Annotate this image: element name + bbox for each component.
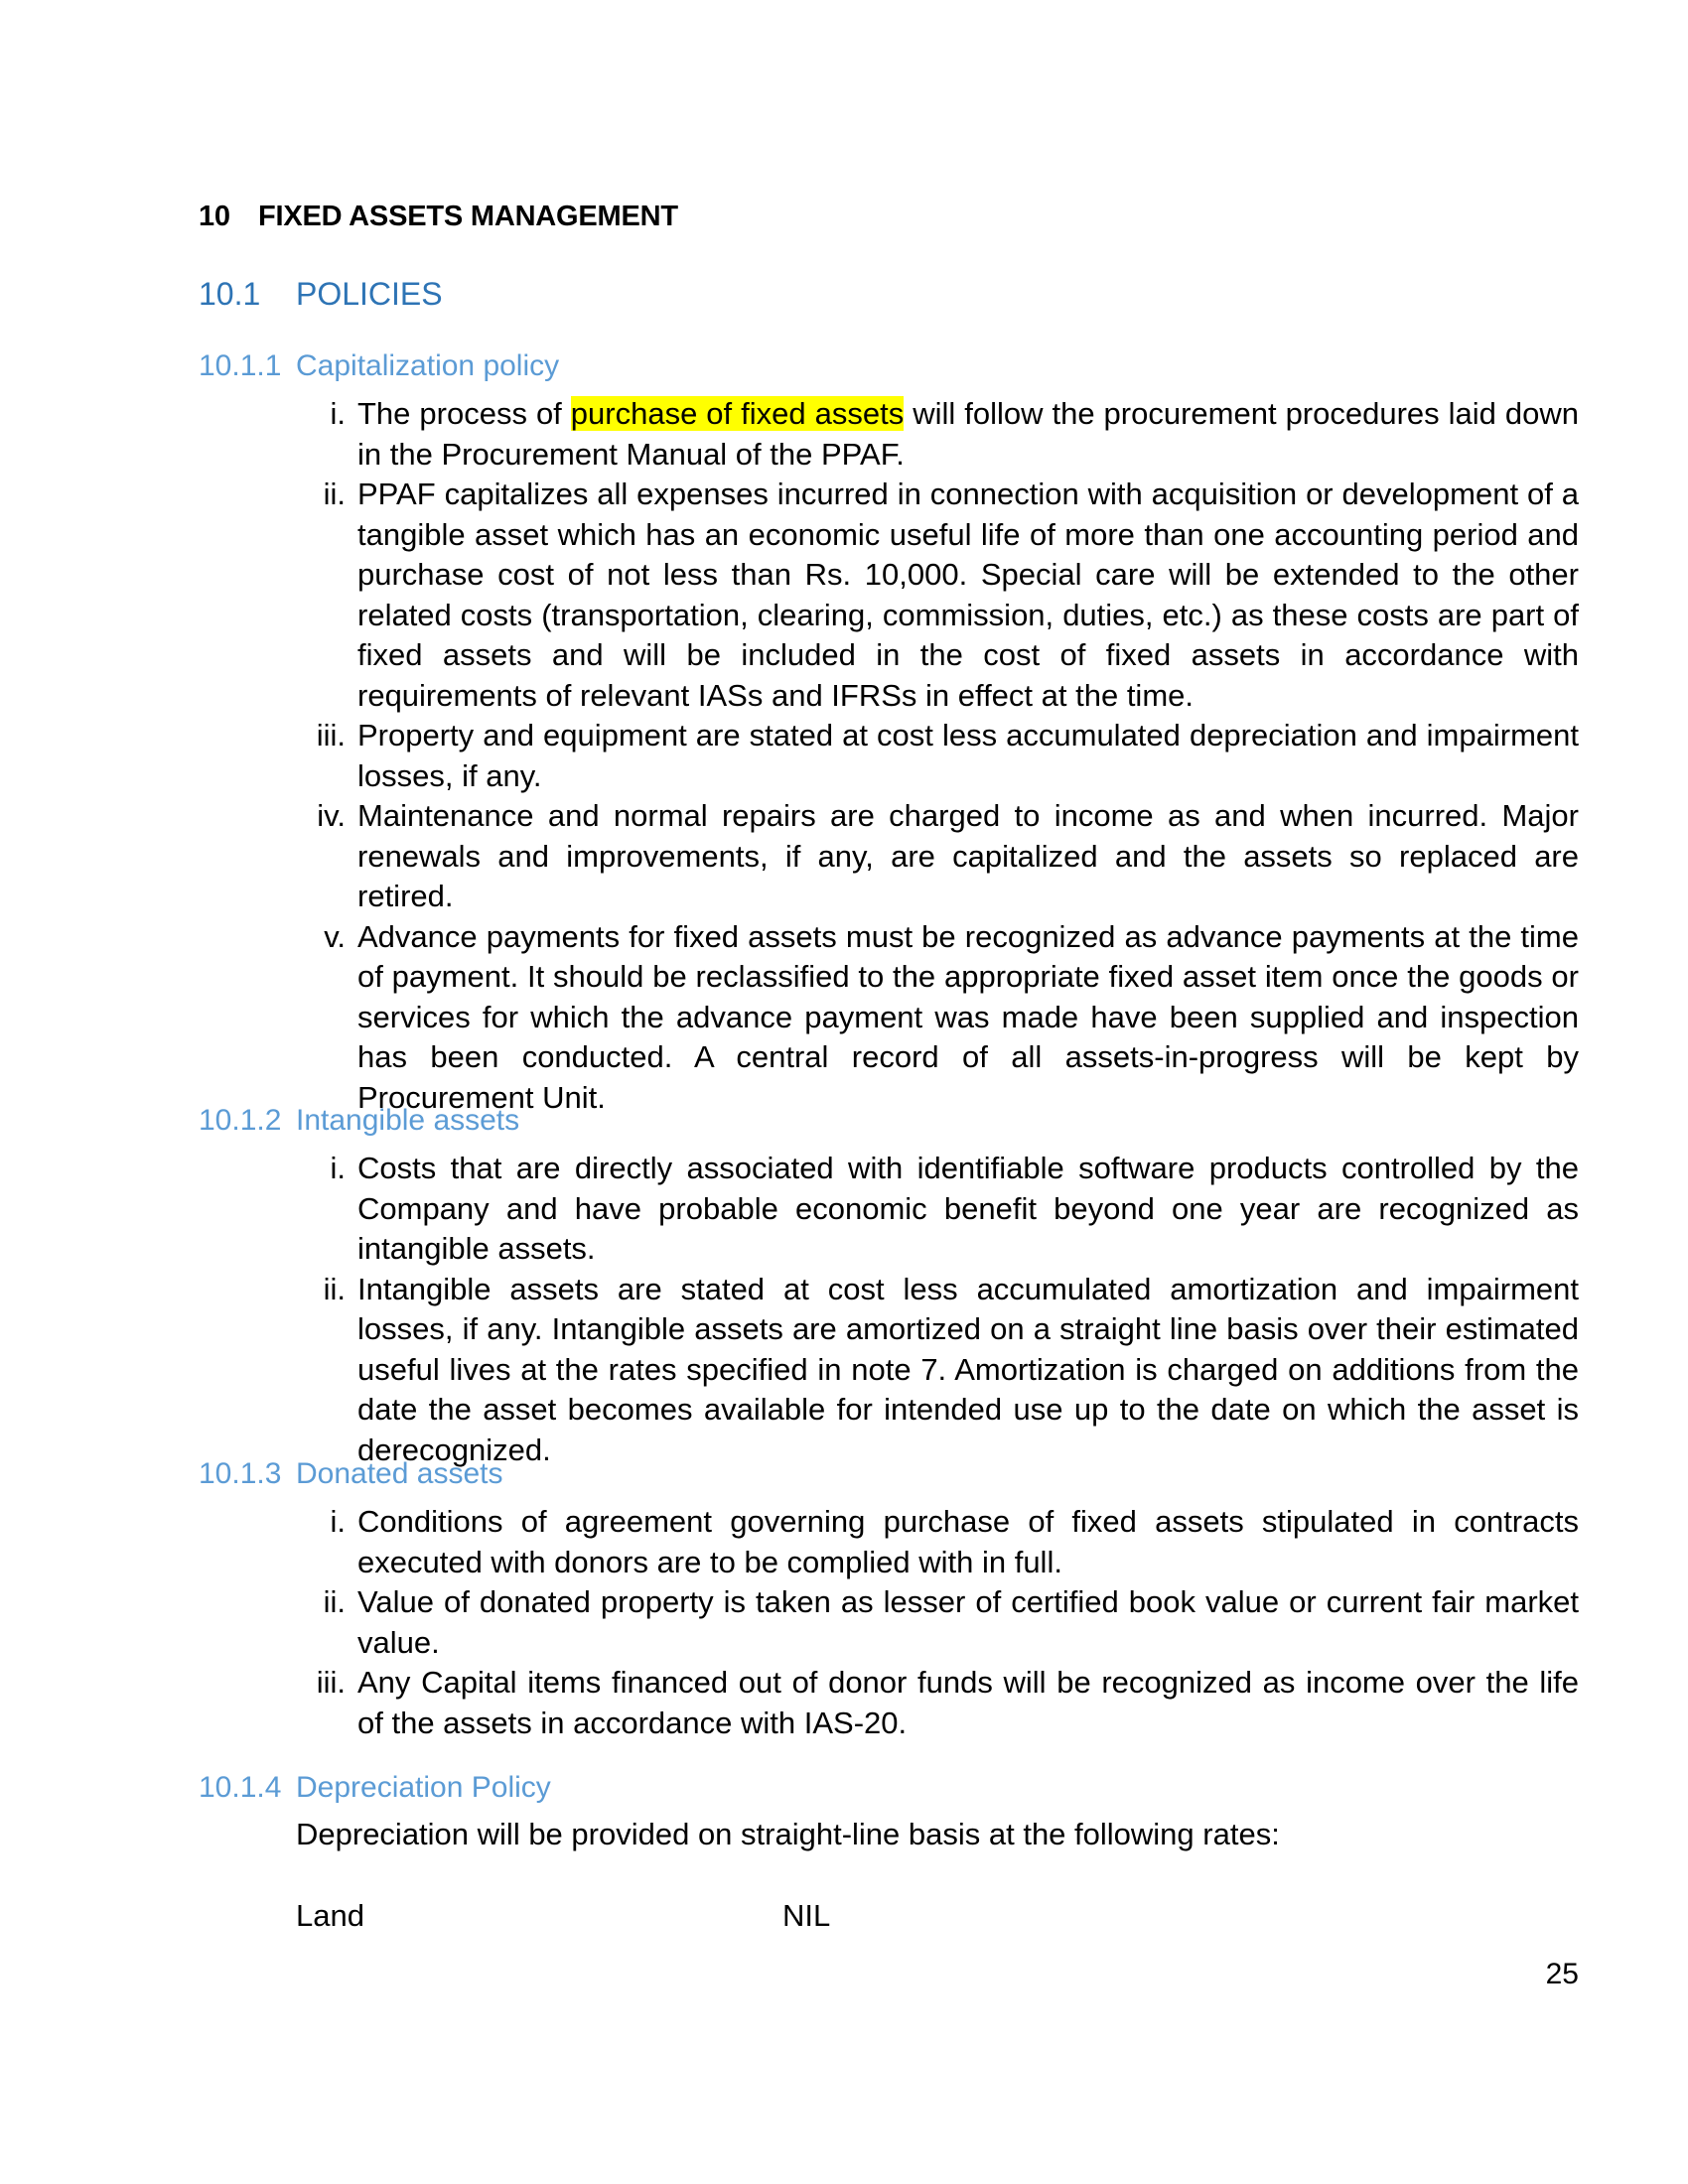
- item-text: Advance payments for fixed assets must be recognized as advance payments at the time of payment. It should be reclassified to the appropriate fixed asset item once the goods or services for which the advance payment was made have been supplied and inspection has been conducted. A central record of all assets-in-progress will be kept by Procurement Unit.: [357, 918, 1579, 1115]
- chapter-title: FIXED ASSETS MANAGEMENT: [258, 201, 678, 232]
- list-marker: iv.: [317, 798, 346, 833]
- list-item: [296, 475, 1579, 716]
- list-marker: i.: [330, 396, 346, 431]
- section-number: 10.1: [199, 276, 261, 312]
- list-item: [296, 716, 1579, 796]
- intangible-assets-list: [296, 1149, 1579, 1470]
- depreciation-intro: Depreciation will be provided on straight-line basis at the following rates:: [296, 1817, 1280, 1851]
- item-text-pre: The process of: [357, 396, 571, 431]
- list-item: [296, 1582, 1579, 1663]
- item-text: PPAF capitalizes all expenses incurred in connection with acquisition or development of a tangible asset which has an economic useful life of more than one accounting period and purchase cost of not less than Rs. 10,000. Special care will be extended to the other related costs (transportation, clearing, commission, duties, etc.) as these costs are part of fixed assets and will be included in the cost of fixed assets in accordance with requirements of relevant IASs and IFRSs in effect at the time.: [357, 477, 1579, 713]
- list-item: [296, 1502, 1579, 1582]
- list-item: [296, 394, 1579, 475]
- list-marker: ii.: [323, 477, 346, 511]
- item-text: Intangible assets are stated at cost less accumulated amortization and impairment losses, if any. Intangible assets are amortized on a straight line basis over their estimated useful lives at the rates specified in note 7. Amortization is charged on additions from the date the asset becomes available for intended use up to the date on which the asset is derecognized.: [357, 1271, 1579, 1467]
- subsection-number: 10.1.1: [199, 349, 282, 382]
- subsection-number: 10.1.4: [199, 1771, 282, 1804]
- list-item: [296, 1663, 1579, 1743]
- list-item: [296, 796, 1579, 917]
- subsection-heading-intangible: [199, 1104, 519, 1138]
- depreciation-rate: NIL: [782, 1898, 831, 1933]
- item-text: Conditions of agreement governing purchase of fixed assets stipulated in contracts executed with donors are to be complied with in full.: [357, 1504, 1579, 1579]
- item-text: Any Capital items financed out of donor funds will be recognized as income over the life of the assets in accordance with IAS-20.: [357, 1665, 1579, 1740]
- list-item: [296, 1270, 1579, 1471]
- subsection-heading-capitalization: [199, 349, 559, 383]
- subsection-title: Donated assets: [296, 1457, 503, 1490]
- item-text: Maintenance and normal repairs are charged to income as and when incurred. Major renewals and improvements, if any, are capitalized and the assets so replaced are retired.: [357, 798, 1579, 913]
- capitalization-policy-list: [296, 394, 1579, 1118]
- subsection-heading-depreciation: [199, 1771, 551, 1805]
- page-number: 25: [1545, 1958, 1579, 1990]
- chapter-number: 10: [199, 201, 230, 232]
- item-text: Costs that are directly associated with identifiable software products controlled by the Company and have probable economic benefit beyond one year are recognized as intangible assets.: [357, 1151, 1579, 1266]
- subsection-title: Capitalization policy: [296, 349, 560, 382]
- chapter-heading: [199, 201, 678, 233]
- list-marker: i.: [330, 1504, 346, 1539]
- subsection-number: 10.1.2: [199, 1104, 282, 1137]
- highlighted-text: purchase of fixed assets: [570, 396, 905, 431]
- subsection-heading-donated: [199, 1457, 502, 1491]
- subsection-title: Depreciation Policy: [296, 1771, 551, 1804]
- subsection-title: Intangible assets: [296, 1104, 520, 1137]
- subsection-number: 10.1.3: [199, 1457, 282, 1490]
- list-item: [296, 917, 1579, 1119]
- item-text: Value of donated property is taken as lesser of certified book value or current fair market value.: [357, 1584, 1579, 1660]
- item-text-post: will follow the procurement procedures laid down in the Procurement Manual of the PPAF.: [357, 396, 1579, 472]
- list-marker: iii.: [316, 718, 346, 752]
- list-item: [296, 1149, 1579, 1270]
- list-marker: iii.: [316, 1665, 346, 1700]
- list-marker: ii.: [323, 1271, 346, 1306]
- list-marker: i.: [330, 1151, 346, 1185]
- list-marker: ii.: [323, 1584, 346, 1619]
- section-title: POLICIES: [296, 276, 443, 312]
- donated-assets-list: [296, 1502, 1579, 1743]
- item-text: Property and equipment are stated at cost less accumulated depreciation and impairment losses, if any.: [357, 718, 1579, 793]
- asset-category: Land: [296, 1898, 364, 1933]
- list-marker: v.: [324, 918, 346, 954]
- section-heading: [199, 276, 443, 313]
